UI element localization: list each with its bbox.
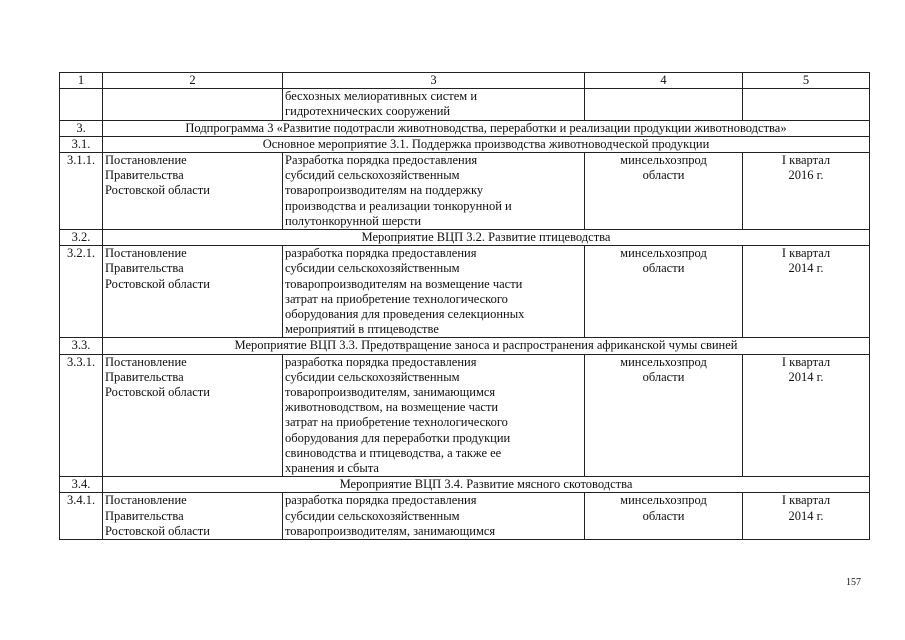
executor-cell: минсельхозпрод области xyxy=(585,354,743,477)
section-number: 3.3. xyxy=(60,338,103,354)
section-number: 3.4. xyxy=(60,477,103,493)
page-number: 157 xyxy=(846,577,861,588)
section-title: Основное мероприятие 3.1. Поддержка производства животноводческой продукции xyxy=(103,136,870,152)
section-title: Подпрограмма 3 «Развитие подотрасли животноводства, переработки и реализации продукции животноводства» xyxy=(103,120,870,136)
description-cell: Разработка порядка предоставления субсидий сельскохозяйственным товаропроизводителям на поддержку производства и реализации тонкорунной и полутонкорунной шерсти xyxy=(283,153,585,230)
section-title: Мероприятие ВЦП 3.4. Развитие мясного скотоводства xyxy=(103,477,870,493)
column-number: 4 xyxy=(585,73,743,89)
item-number: 3.3.1. xyxy=(60,354,103,477)
continuation-row xyxy=(60,89,870,120)
column-number: 2 xyxy=(103,73,283,89)
column-number: 5 xyxy=(743,73,870,89)
deadline-cell: I квартал 2014 г. xyxy=(743,246,870,338)
deadline-cell: I квартал 2014 г. xyxy=(743,354,870,477)
document-cell: Постановление Правительства Ростовской области xyxy=(103,153,283,230)
executor-cell: минсельхозпрод области xyxy=(585,493,743,540)
document-cell: Постановление Правительства Ростовской области xyxy=(103,493,283,540)
description-cell: бесхозных мелиоративных систем и гидротехнических сооружений xyxy=(283,89,585,120)
item-row xyxy=(60,354,870,477)
section-row xyxy=(60,338,870,354)
section-title: Мероприятие ВЦП 3.2. Развитие птицеводства xyxy=(103,230,870,246)
measures-table xyxy=(59,72,870,540)
document-cell: Постановление Правительства Ростовской области xyxy=(103,246,283,338)
section-row xyxy=(60,230,870,246)
deadline-cell: I квартал 2016 г. xyxy=(743,153,870,230)
column-number-row xyxy=(60,73,870,89)
section-number: 3. xyxy=(60,120,103,136)
item-number: 3.4.1. xyxy=(60,493,103,540)
item-number: 3.2.1. xyxy=(60,246,103,338)
section-number: 3.1. xyxy=(60,136,103,152)
column-number: 1 xyxy=(60,73,103,89)
column-number: 3 xyxy=(283,73,585,89)
executor-cell: минсельхозпрод области xyxy=(585,153,743,230)
item-number: 3.1.1. xyxy=(60,153,103,230)
section-row xyxy=(60,136,870,152)
section-title: Мероприятие ВЦП 3.3. Предотвращение заноса и распространения африканской чумы свиней xyxy=(103,338,870,354)
item-row xyxy=(60,153,870,230)
section-row xyxy=(60,120,870,136)
deadline-cell: I квартал 2014 г. xyxy=(743,493,870,540)
description-cell: разработка порядка предоставления субсидии сельскохозяйственным товаропроизводителям, занимающимся xyxy=(283,493,585,540)
executor-cell: минсельхозпрод области xyxy=(585,246,743,338)
item-row xyxy=(60,246,870,338)
document-cell: Постановление Правительства Ростовской области xyxy=(103,354,283,477)
section-number: 3.2. xyxy=(60,230,103,246)
item-row xyxy=(60,493,870,540)
description-cell: разработка порядка предоставления субсидии сельскохозяйственным товаропроизводителям, занимающимся животноводством, на возмещение части затрат на приобретение технологического оборудования для переработки продукции свиноводства и птицеводства, а также ее хранения и сбыта xyxy=(283,354,585,477)
description-cell: разработка порядка предоставления субсидии сельскохозяйственным товаропроизводителям на возмещение части затрат на приобретение технологического оборудования для проведения селекционных мероприятий в птицеводстве xyxy=(283,246,585,338)
section-row xyxy=(60,477,870,493)
